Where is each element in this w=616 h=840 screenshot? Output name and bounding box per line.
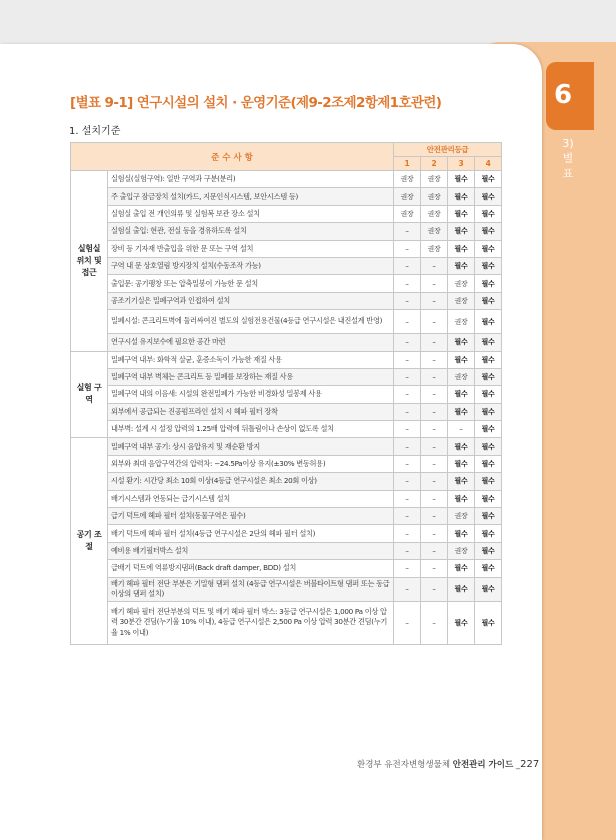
safety-level-header: 안전관리등급 bbox=[394, 143, 502, 157]
level-1-cell: – bbox=[394, 438, 421, 455]
level-3-cell: 권장 bbox=[448, 508, 475, 525]
level-2-cell: 권장 bbox=[421, 188, 448, 205]
section-label bbox=[556, 136, 580, 181]
requirement-cell: 밀폐구역 내부: 화학적 살균, 훈증소독이 가능한 재질 사용 bbox=[108, 351, 394, 368]
level-3-cell: 필수 bbox=[448, 438, 475, 455]
page-footer: 환경부 유전자변형생물체 안전관리 가이드 _227 bbox=[357, 759, 540, 770]
level-1-cell: – bbox=[394, 490, 421, 507]
level-3-cell: 필수 bbox=[448, 560, 475, 577]
level-1-cell: – bbox=[394, 601, 421, 644]
table-row bbox=[71, 368, 502, 385]
level-2-cell: – bbox=[421, 525, 448, 542]
level-2-cell: 권장 bbox=[421, 223, 448, 240]
level-2-cell: – bbox=[421, 473, 448, 490]
table-row bbox=[71, 403, 502, 420]
table-row bbox=[71, 455, 502, 472]
level-4-cell: 필수 bbox=[475, 205, 502, 222]
level-4-cell: 필수 bbox=[475, 577, 502, 601]
level-2-cell: – bbox=[421, 421, 448, 438]
level-3-cell: 권장 bbox=[448, 275, 475, 292]
level-3-cell: 필수 bbox=[448, 257, 475, 274]
table-row bbox=[71, 334, 502, 351]
requirement-cell: 실험실(실험구역): 일반 구역과 구분(분리) bbox=[108, 171, 394, 188]
page-title: [별표 9-1] 연구시설의 설치 · 운영기준(제9-2조제2항제1호관련) bbox=[70, 95, 442, 111]
level-1-cell: – bbox=[394, 310, 421, 334]
level-4-cell: 필수 bbox=[475, 368, 502, 385]
level-3-cell: 권장 bbox=[448, 368, 475, 385]
requirement-cell: 급기 덕트에 헤파 필터 설치(동물구역은 필수) bbox=[108, 508, 394, 525]
table-row bbox=[71, 292, 502, 309]
level-4-cell: 필수 bbox=[475, 188, 502, 205]
requirements-table bbox=[70, 142, 502, 645]
level-3-cell: 필수 bbox=[448, 473, 475, 490]
level-1-cell: – bbox=[394, 223, 421, 240]
level-3-cell: 필수 bbox=[448, 351, 475, 368]
level-4-cell: 필수 bbox=[475, 525, 502, 542]
level-1-cell: – bbox=[394, 577, 421, 601]
level-4-cell: 필수 bbox=[475, 310, 502, 334]
level-2-cell: – bbox=[421, 490, 448, 507]
requirement-cell: 밀폐구역 내부 벽체는 콘크리트 등 밀폐를 보장하는 재질 사용 bbox=[108, 368, 394, 385]
requirement-cell: 연구시설 유지보수에 필요한 공간 마련 bbox=[108, 334, 394, 351]
level-4-cell: 필수 bbox=[475, 560, 502, 577]
requirement-cell: 밀폐구역 내부 공기: 상시 음압유지 및 재순환 방지 bbox=[108, 438, 394, 455]
table-row bbox=[71, 473, 502, 490]
table-row bbox=[71, 508, 502, 525]
section-number: 3) bbox=[562, 137, 574, 150]
level-4-cell: 필수 bbox=[475, 601, 502, 644]
requirement-cell: 실험실 출입: 현관, 전실 등을 경유하도록 설치 bbox=[108, 223, 394, 240]
level-1-cell: – bbox=[394, 542, 421, 559]
category-cell: 실험실 위치 및 접근 bbox=[71, 171, 108, 352]
level-3-cell: 필수 bbox=[448, 188, 475, 205]
requirement-cell: 출입문: 공기팽창 또는 압축밀봉이 가능한 문 설치 bbox=[108, 275, 394, 292]
requirement-cell: 배기 헤파 필터 전단 부분은 기밀형 댐퍼 설치 (4등급 연구시설은 버블타이트형 댐퍼 또는 동급 이상의 댐퍼 설치) bbox=[108, 577, 394, 601]
level-1-cell: – bbox=[394, 351, 421, 368]
level-3-cell: 필수 bbox=[448, 171, 475, 188]
level-3-header: 3 bbox=[448, 157, 475, 171]
table-row bbox=[71, 188, 502, 205]
table-row bbox=[71, 601, 502, 644]
level-4-cell: 필수 bbox=[475, 421, 502, 438]
requirement-cell: 밀폐시설: 콘크리트벽에 둘러싸여진 별도의 실험전용건물(4등급 연구시설은 내진설계 반영) bbox=[108, 310, 394, 334]
level-3-cell: 필수 bbox=[448, 403, 475, 420]
level-2-cell: – bbox=[421, 560, 448, 577]
level-2-cell: – bbox=[421, 351, 448, 368]
requirement-cell: 예비용 배기필터박스 설치 bbox=[108, 542, 394, 559]
level-4-cell: 필수 bbox=[475, 292, 502, 309]
level-2-cell: – bbox=[421, 601, 448, 644]
level-3-cell: 권장 bbox=[448, 542, 475, 559]
table-row bbox=[71, 351, 502, 368]
level-1-cell: – bbox=[394, 368, 421, 385]
requirements-header: 준 수 사 항 bbox=[71, 143, 394, 171]
level-1-cell: – bbox=[394, 508, 421, 525]
level-1-cell: – bbox=[394, 525, 421, 542]
level-1-cell: – bbox=[394, 560, 421, 577]
level-1-cell: – bbox=[394, 334, 421, 351]
level-2-cell: – bbox=[421, 292, 448, 309]
requirement-cell: 구역 내 문 상호열림 방지장치 설치(수동조작 가능) bbox=[108, 257, 394, 274]
level-1-cell: 권장 bbox=[394, 171, 421, 188]
level-3-cell: 필수 bbox=[448, 601, 475, 644]
requirement-cell: 주 출입구 잠금장치 설치(카드, 지문인식시스템, 보안시스템 등) bbox=[108, 188, 394, 205]
requirement-cell: 공조기기실은 밀폐구역과 인접하여 설치 bbox=[108, 292, 394, 309]
level-2-cell: – bbox=[421, 508, 448, 525]
requirement-cell: 밀폐구역 내의 이음새: 시설의 완전밀폐가 가능한 비경화성 밀봉제 사용 bbox=[108, 386, 394, 403]
requirement-cell: 실험실 출입 전 개인의류 및 실험복 보관 장소 설치 bbox=[108, 205, 394, 222]
level-4-cell: 필수 bbox=[475, 351, 502, 368]
level-1-cell: – bbox=[394, 257, 421, 274]
table-row bbox=[71, 205, 502, 222]
table-row bbox=[71, 223, 502, 240]
level-3-cell: 필수 bbox=[448, 240, 475, 257]
requirement-cell: 외부에서 공급되는 진공펌프라인 설치 시 헤파 필터 장착 bbox=[108, 403, 394, 420]
level-4-cell: 필수 bbox=[475, 473, 502, 490]
table-row bbox=[71, 386, 502, 403]
level-1-cell: – bbox=[394, 386, 421, 403]
table-row bbox=[71, 438, 502, 455]
level-4-cell: 필수 bbox=[475, 334, 502, 351]
level-1-cell: 권장 bbox=[394, 205, 421, 222]
level-2-header: 2 bbox=[421, 157, 448, 171]
level-4-cell: 필수 bbox=[475, 240, 502, 257]
level-1-cell: – bbox=[394, 421, 421, 438]
table-row bbox=[71, 560, 502, 577]
chapter-number: 6 bbox=[553, 80, 573, 110]
table-row bbox=[71, 490, 502, 507]
table-row bbox=[71, 275, 502, 292]
level-4-cell: 필수 bbox=[475, 508, 502, 525]
level-2-cell: 권장 bbox=[421, 171, 448, 188]
footer-publisher: 환경부 유전자변형생물체 bbox=[357, 760, 453, 770]
level-1-header: 1 bbox=[394, 157, 421, 171]
level-3-cell: 필수 bbox=[448, 490, 475, 507]
level-3-cell: 필수 bbox=[448, 334, 475, 351]
table-body bbox=[71, 171, 502, 645]
level-4-cell: 필수 bbox=[475, 171, 502, 188]
level-4-cell: 필수 bbox=[475, 386, 502, 403]
level-4-cell: 필수 bbox=[475, 257, 502, 274]
level-2-cell: – bbox=[421, 386, 448, 403]
requirement-cell: 장비 등 기자재 반출입을 위한 문 또는 구역 설치 bbox=[108, 240, 394, 257]
footer-guide-title: 안전관리 가이드 bbox=[452, 760, 514, 770]
level-3-cell: 필수 bbox=[448, 577, 475, 601]
section-char-2: 표 bbox=[562, 167, 574, 180]
level-4-cell: 필수 bbox=[475, 542, 502, 559]
requirement-cell: 내부벽: 설계 시 설정 압력의 1.25배 압력에 뒤틀림이나 손상이 없도록 설치 bbox=[108, 421, 394, 438]
level-2-cell: – bbox=[421, 257, 448, 274]
level-4-cell: 필수 bbox=[475, 490, 502, 507]
section-heading: 1. 설치기준 bbox=[69, 126, 121, 137]
level-2-cell: – bbox=[421, 275, 448, 292]
level-2-cell: – bbox=[421, 403, 448, 420]
level-4-cell: 필수 bbox=[475, 403, 502, 420]
level-4-cell: 필수 bbox=[475, 438, 502, 455]
table-row bbox=[71, 577, 502, 601]
category-cell: 실험 구역 bbox=[71, 351, 108, 438]
requirement-cell: 배기 헤파 필터 전단부분의 덕트 및 배기 헤파 필터 박스: 3등급 연구시설은 1,000 Pa 이상 압력 30분간 견딤(누기율 10% 이내), 4등급 연구시설은 2,500 Pa 이상 압력 30분간 견딤(누기율 1% 이내) bbox=[108, 601, 394, 644]
level-2-cell: – bbox=[421, 438, 448, 455]
level-1-cell: – bbox=[394, 292, 421, 309]
level-3-cell: 필수 bbox=[448, 205, 475, 222]
level-2-cell: – bbox=[421, 334, 448, 351]
requirement-cell: 배기시스템과 연동되는 급기시스템 설치 bbox=[108, 490, 394, 507]
level-2-cell: 권장 bbox=[421, 205, 448, 222]
level-3-cell: 권장 bbox=[448, 292, 475, 309]
level-2-cell: 권장 bbox=[421, 240, 448, 257]
level-2-cell: – bbox=[421, 455, 448, 472]
level-1-cell: – bbox=[394, 455, 421, 472]
level-3-cell: – bbox=[448, 421, 475, 438]
level-4-cell: 필수 bbox=[475, 455, 502, 472]
table-row bbox=[71, 542, 502, 559]
table-row bbox=[71, 240, 502, 257]
level-3-cell: 필수 bbox=[448, 525, 475, 542]
level-4-cell: 필수 bbox=[475, 275, 502, 292]
level-1-cell: – bbox=[394, 275, 421, 292]
table-row bbox=[71, 421, 502, 438]
level-1-cell: – bbox=[394, 473, 421, 490]
page-number: 227 bbox=[520, 759, 540, 770]
requirement-cell: 시설 환기: 시간당 최소 10회 이상(4등급 연구시설은 최소 20회 이상) bbox=[108, 473, 394, 490]
level-3-cell: 필수 bbox=[448, 386, 475, 403]
level-1-cell: – bbox=[394, 240, 421, 257]
table-row bbox=[71, 310, 502, 334]
level-2-cell: – bbox=[421, 310, 448, 334]
requirement-cell: 배기 덕트에 헤파 필터 설치(4등급 연구시설은 2단의 헤파 필터 설치) bbox=[108, 525, 394, 542]
requirement-cell: 외부와 최대 음압구역간의 압력차: −24.5Pa이상 유지(±30% 변동허용) bbox=[108, 455, 394, 472]
level-3-cell: 권장 bbox=[448, 310, 475, 334]
level-1-cell: 권장 bbox=[394, 188, 421, 205]
level-2-cell: – bbox=[421, 577, 448, 601]
level-3-cell: 필수 bbox=[448, 223, 475, 240]
category-cell: 공기 조절 bbox=[71, 438, 108, 644]
level-2-cell: – bbox=[421, 368, 448, 385]
level-4-header: 4 bbox=[475, 157, 502, 171]
level-2-cell: – bbox=[421, 542, 448, 559]
level-1-cell: – bbox=[394, 403, 421, 420]
requirement-cell: 급배기 덕트에 역류방지댐퍼(Back draft damper, BDD) 설치 bbox=[108, 560, 394, 577]
level-3-cell: 필수 bbox=[448, 455, 475, 472]
table-row bbox=[71, 257, 502, 274]
level-4-cell: 필수 bbox=[475, 223, 502, 240]
section-char-1: 별 bbox=[562, 152, 574, 165]
table-row bbox=[71, 171, 502, 188]
table-row bbox=[71, 525, 502, 542]
